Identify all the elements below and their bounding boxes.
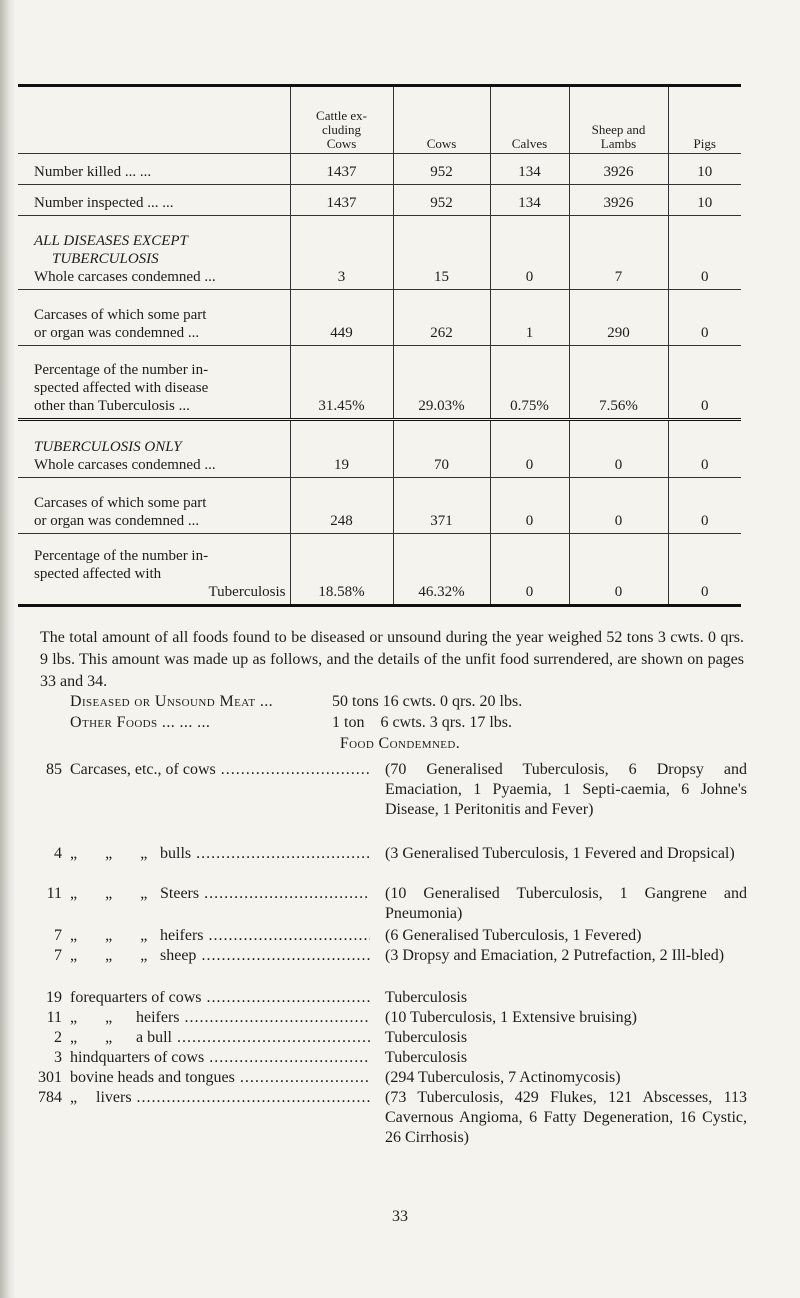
table-row <box>18 154 741 185</box>
cell: 0 <box>668 216 741 290</box>
page-edge-shadow <box>0 0 16 1298</box>
row-label: Number inspected ... ... <box>18 185 290 216</box>
row-label: Percentage of the number in- spected affected with disease other than Tuberculosis ... <box>18 346 290 420</box>
table-header-row <box>18 86 741 154</box>
table-row <box>18 420 741 478</box>
cell: 19 <box>290 420 393 478</box>
row-label: ALL DISEASES EXCEPT TUBERCULOSIS Whole carcases condemned ... <box>18 216 290 290</box>
food-condemned-heading: Food Condemned. <box>339 735 461 752</box>
cell: 1437 <box>290 154 393 185</box>
table-row <box>18 290 741 346</box>
cell: 0.75% <box>490 346 569 420</box>
cell: 0 <box>668 478 741 534</box>
table-row <box>18 216 741 290</box>
section-heading: TUBERCULOSIS ONLY <box>34 439 182 455</box>
cell: 0 <box>490 420 569 478</box>
table-row <box>18 346 741 420</box>
cell: 0 <box>569 478 668 534</box>
table-row <box>18 185 741 216</box>
cell: 0 <box>668 420 741 478</box>
cell: 10 <box>668 185 741 216</box>
row-label: Percentage of the number in- spected affected with Tuberculosis <box>18 534 290 606</box>
cell: 134 <box>490 154 569 185</box>
cell: 3926 <box>569 154 668 185</box>
cell: 262 <box>393 290 490 346</box>
cell: 0 <box>490 478 569 534</box>
cell: 70 <box>393 420 490 478</box>
table-row <box>18 534 741 606</box>
cell: 0 <box>490 216 569 290</box>
cell: 0 <box>668 290 741 346</box>
cell: 31.45% <box>290 346 393 420</box>
header-sheep: Sheep and Lambs <box>569 86 668 154</box>
row-label: Number killed ... ... <box>18 154 290 185</box>
row-label: TUBERCULOSIS ONLY Whole carcases condemned ... <box>18 420 290 478</box>
cell: 248 <box>290 478 393 534</box>
cell: 18.58% <box>290 534 393 606</box>
cell: 7.56% <box>569 346 668 420</box>
header-blank <box>18 86 290 154</box>
cell: 0 <box>668 534 741 606</box>
cell: 371 <box>393 478 490 534</box>
cell: 29.03% <box>393 346 490 420</box>
cell: 0 <box>569 420 668 478</box>
cell: 46.32% <box>393 534 490 606</box>
cell: 0 <box>569 534 668 606</box>
header-pigs: Pigs <box>668 86 741 154</box>
cell: 3 <box>290 216 393 290</box>
cell: 1437 <box>290 185 393 216</box>
header-cows: Cows <box>393 86 490 154</box>
section-heading: ALL DISEASES EXCEPT <box>34 233 188 249</box>
cell: 449 <box>290 290 393 346</box>
cell: 952 <box>393 185 490 216</box>
cell: 0 <box>490 534 569 606</box>
cell: 134 <box>490 185 569 216</box>
page-number: 33 <box>392 1208 408 1225</box>
cell: 7 <box>569 216 668 290</box>
cell: 0 <box>668 346 741 420</box>
cell: 3926 <box>569 185 668 216</box>
cell: 15 <box>393 216 490 290</box>
header-cattle: Cattle ex- cluding Cows <box>290 86 393 154</box>
row-label: Carcases of which some part or organ was condemned ... <box>18 478 290 534</box>
cell: 1 <box>490 290 569 346</box>
cell: 952 <box>393 154 490 185</box>
cell: 10 <box>668 154 741 185</box>
row-label: Carcases of which some part or organ was condemned ... <box>18 290 290 346</box>
table-row <box>18 478 741 534</box>
cell: 290 <box>569 290 668 346</box>
header-calves: Calves <box>490 86 569 154</box>
summary-paragraph: The total amount of all foods found to be diseased or unsound during the year weighed 52 tons 3 cwts. 0 qrs. 9 lbs. This amount was made up as follows, and the details of the unfit food surrendered, are shown on pages 33 and 34. <box>40 629 744 690</box>
meat-inspection-table <box>18 84 741 607</box>
